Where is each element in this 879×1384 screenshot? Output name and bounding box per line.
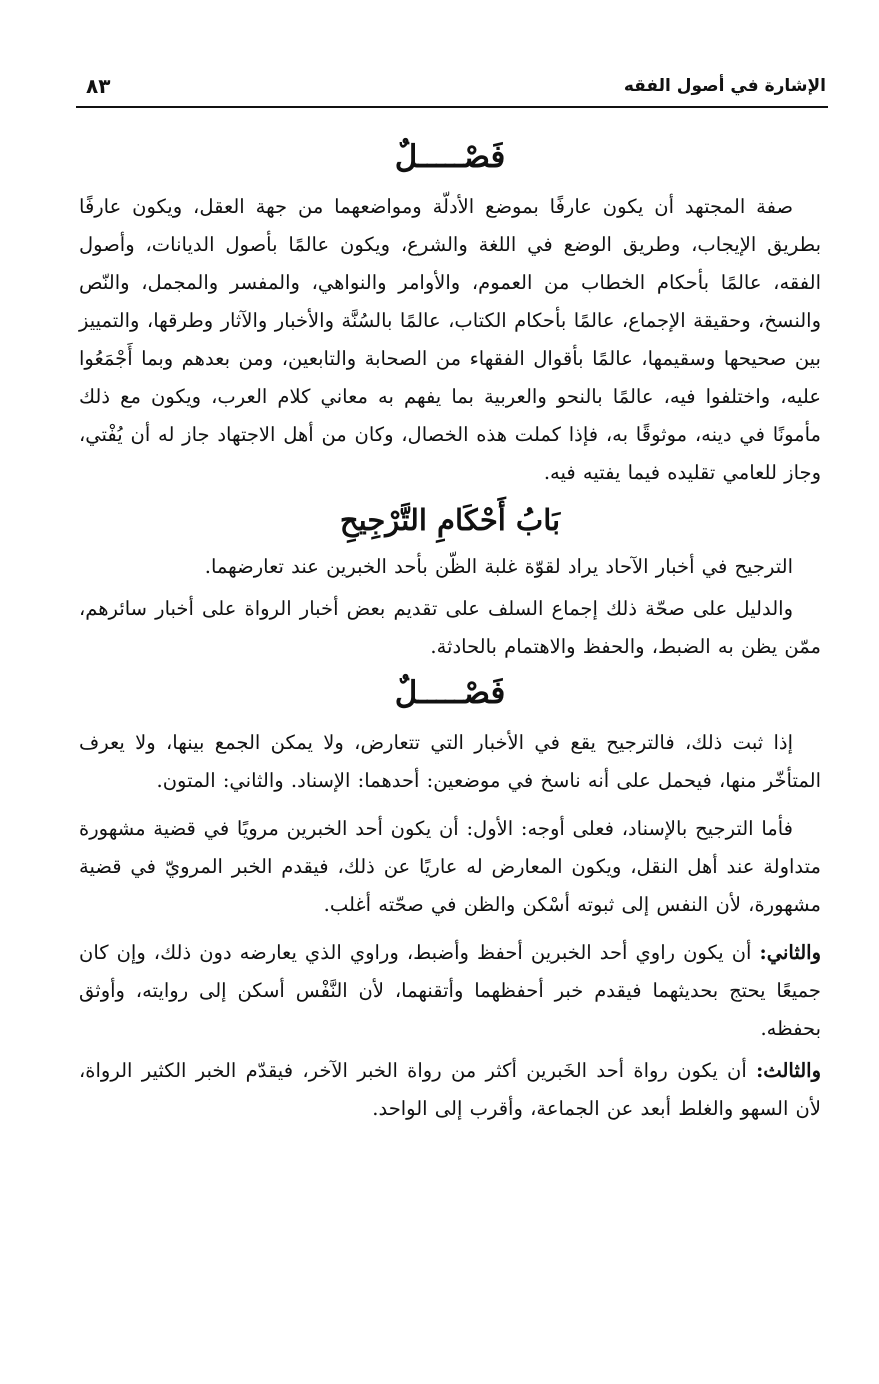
paragraph-isnad-second (79, 934, 821, 1048)
chapter-heading-tarjih: بَابُ أَحْكَامِ التَّرْجِيحِ (339, 503, 561, 537)
paragraph-mujtahid-qualifications: صفة المجتهد أن يكون عارفًا بموضع الأدلّة ومواضعهما من جهة العقل، ويكون عارفًا بطريق الإيجاب، وطريق الوضع في اللغة والشرع، ويكون عالمًا بأصول الديانات، وأصول الفقه، عالمًا بأحكام الخطاب من العموم، والأوامر والنواهي، والمفسر والمجمل، والنّص والنسخ، وحقيقة الإجماع، عالمًا بأحكام الكتاب، عالمًا بالسُنَّة والأخبار والآثار وطرقها، والتمييز بين صحيحها وسقيمها، عالمًا بأقوال الفقهاء من الصحابة والتابعين، ومن بعدهم وبما أَجْمَعُوا عليه، واختلفوا فيه، عالمًا بالنحو والعربية بما يفهم به معاني كلام العرب، ويكون مع ذلك مأمونًا في دينه، موثوقًا به، فإذا كملت هذه الخصال، وكان من أهل الاجتهاد جاز له أن يُفْتي، وجاز للعامي تقليده فيما يفتيه فيه. (79, 195, 821, 484)
paragraph-lead-third: والثالث: (756, 1059, 821, 1082)
paragraph-isnad-first: فأما الترجيح بالإسناد، فعلى أوجه: الأول: أن يكون أحد الخبرين مرويًا في قضية مشهورة متداولة عند أهل النقل، ويكون المعارض له عاريًا عن ذلك، فيقدم الخبر المرويّ في قضية مشهورة، لأن النفس إلى ثبوته أسْكن والظن في صحّته أغلب. (79, 817, 821, 916)
paragraph-text-second: أن يكون راوي أحد الخبرين أحفظ وأضبط، وراوي الذي يعارضه دون ذلك، وإن كان جميعًا يحتج بحديثهما فيقدم خبر أحفظهما وأتقنهما، لأن النَّفْس أسكن إلى روايته، وأوثق بحفظه. (79, 941, 821, 1040)
running-title: الإشارة في أصول الفقه (623, 76, 826, 96)
paragraph-text-third: أن يكون رواة أحد الخَبرين أكثر من رواة الخبر الآخر، فيقدّم الخبر الكثير الرواة، لأن السهو والغلط أبعد عن الجماعة، وأقرب إلى الواحد. (79, 1059, 821, 1120)
page-body (79, 138, 821, 1128)
paragraph-lead-second: والثاني: (759, 941, 822, 964)
paragraph-tarjih-evidence: والدليل على صحّة ذلك إجماع السلف على تقديم بعض أخبار الرواة على أخبار سائرهم، ممّن يظن به الضبط، والحفظ والاهتمام بالحادثة. (79, 597, 821, 658)
paragraph-tarjih-definition: الترجيح في أخبار الآحاد يراد لقوّة غلبة الظّن بأحد الخبرين عند تعارضهما. (204, 555, 793, 578)
paragraph-isnad-third (79, 1052, 821, 1128)
section-heading-fasl: فَصْـــــلٌ (394, 139, 506, 175)
paragraph-conflicting-reports: إذا ثبت ذلك، فالترجيح يقع في الأخبار التي تتعارض، ولا يمكن الجمع بينها، ولا يعرف المتأخّر منها، فيحمل على أنه ناسخ في موضعين: أحدهما: الإسناد. والثاني: المتون. (79, 731, 821, 792)
section-heading-fasl-2: فَصْـــــلٌ (394, 675, 506, 711)
page-number: ٨٣ (86, 74, 111, 98)
page-header (76, 74, 828, 108)
